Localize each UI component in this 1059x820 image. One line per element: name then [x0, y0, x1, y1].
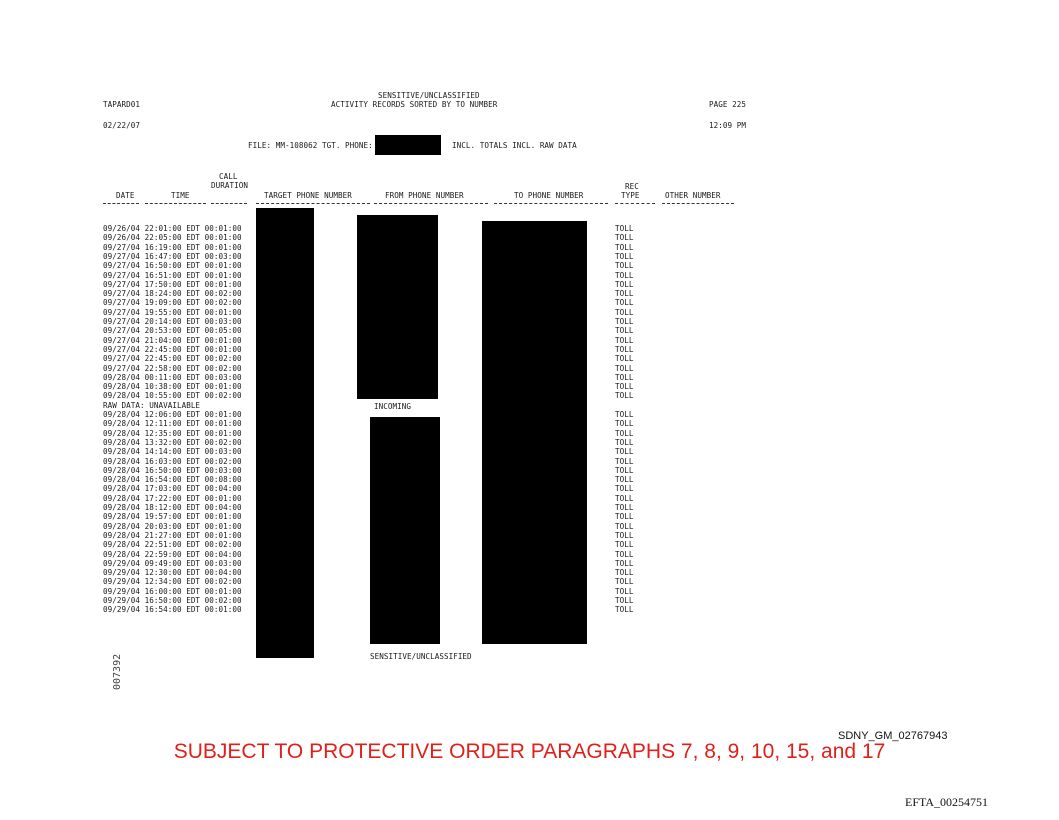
- record-row: 09/27/04 19:55:00 EDT 00:01:00: [103, 308, 242, 317]
- record-type: TOLL: [615, 559, 634, 568]
- record-type: TOLL: [615, 568, 634, 577]
- record-row: 09/28/04 12:35:00 EDT 00:01:00: [103, 429, 242, 438]
- record-row: 09/27/04 20:53:00 EDT 00:05:00: [103, 326, 242, 335]
- record-type: TOLL: [615, 317, 634, 326]
- col-type: TYPE: [621, 191, 640, 200]
- record-type: TOLL: [615, 391, 634, 400]
- record-type: TOLL: [615, 550, 634, 559]
- col-duration: DURATION: [211, 181, 248, 190]
- record-row: 09/28/04 22:59:00 EDT 00:04:00: [103, 550, 242, 559]
- efta-number: EFTA_00254751: [905, 795, 989, 809]
- rule-other: [662, 203, 734, 204]
- record-row: 09/27/04 22:58:00 EDT 00:02:00: [103, 364, 242, 373]
- record-row: 09/28/04 17:22:00 EDT 00:01:00: [103, 494, 242, 503]
- record-type: TOLL: [615, 429, 634, 438]
- record-type: TOLL: [615, 605, 634, 614]
- record-row: 09/28/04 13:32:00 EDT 00:02:00: [103, 438, 242, 447]
- record-row: 09/28/04 14:14:00 EDT 00:03:00: [103, 447, 242, 456]
- protective-order-notice: SUBJECT TO PROTECTIVE ORDER PARAGRAPHS 7, 8, 9, 10, 15, and 17: [173, 740, 886, 763]
- record-row: 09/28/04 10:55:00 EDT 00:02:00: [103, 391, 242, 400]
- classification-bottom: SENSITIVE/UNCLASSIFIED: [370, 652, 472, 661]
- record-row: 09/29/04 16:54:00 EDT 00:01:00: [103, 605, 242, 614]
- record-type: TOLL: [615, 475, 634, 484]
- record-type: TOLL: [615, 587, 634, 596]
- rule-to: [494, 203, 608, 204]
- record-type: TOLL: [615, 438, 634, 447]
- record-row: 09/27/04 16:47:00 EDT 00:03:00: [103, 252, 242, 261]
- record-row: 09/27/04 20:14:00 EDT 00:03:00: [103, 317, 242, 326]
- record-type: TOLL: [615, 261, 634, 270]
- rule-duration: [211, 203, 247, 204]
- record-row: 09/29/04 16:50:00 EDT 00:02:00: [103, 596, 242, 605]
- file-line-suffix: INCL. TOTALS INCL. RAW DATA: [452, 141, 577, 150]
- bates-number: SDNY_GM_02767943: [838, 730, 948, 742]
- record-row: 09/27/04 16:51:00 EDT 00:01:00: [103, 271, 242, 280]
- record-type: TOLL: [615, 522, 634, 531]
- record-type: TOLL: [615, 577, 634, 586]
- record-row: 09/28/04 16:03:00 EDT 00:02:00: [103, 457, 242, 466]
- record-type: TOLL: [615, 503, 634, 512]
- record-row: 09/28/04 12:11:00 EDT 00:01:00: [103, 419, 242, 428]
- record-type: TOLL: [615, 457, 634, 466]
- record-row: 09/27/04 22:45:00 EDT 00:02:00: [103, 354, 242, 363]
- record-type: TOLL: [615, 326, 634, 335]
- report-date: 02/22/07: [103, 121, 140, 130]
- record-type: TOLL: [615, 308, 634, 317]
- classification-top: SENSITIVE/UNCLASSIFIED: [378, 91, 480, 100]
- redacted-from-column-upper: [357, 215, 438, 399]
- record-type: TOLL: [615, 494, 634, 503]
- file-line-prefix: FILE: MM-108062 TGT. PHONE:: [248, 141, 373, 150]
- record-type: TOLL: [615, 512, 634, 521]
- col-target-phone: TARGET PHONE NUMBER: [264, 191, 352, 200]
- record-type: TOLL: [615, 382, 634, 391]
- record-type: TOLL: [615, 336, 634, 345]
- record-row: RAW DATA: UNAVAILABLE: [103, 401, 201, 410]
- report-title: ACTIVITY RECORDS SORTED BY TO NUMBER: [331, 100, 498, 109]
- col-call: CALL: [219, 172, 238, 181]
- record-row: 09/28/04 17:03:00 EDT 00:04:00: [103, 484, 242, 493]
- col-date: DATE: [116, 191, 135, 200]
- redacted-to-column: [482, 221, 587, 644]
- record-row: 09/27/04 19:09:00 EDT 00:02:00: [103, 298, 242, 307]
- record-type: TOLL: [615, 419, 634, 428]
- redacted-target-column: [256, 208, 314, 658]
- incoming-label: INCOMING: [374, 402, 411, 411]
- record-row: 09/27/04 22:45:00 EDT 00:01:00: [103, 345, 242, 354]
- record-row: 09/28/04 10:38:00 EDT 00:01:00: [103, 382, 242, 391]
- record-row: 09/28/04 16:50:00 EDT 00:03:00: [103, 466, 242, 475]
- record-row: 09/29/04 12:34:00 EDT 00:02:00: [103, 577, 242, 586]
- report-time: 12:09 PM: [709, 121, 746, 130]
- record-row: 09/27/04 17:50:00 EDT 00:01:00: [103, 280, 242, 289]
- record-type: TOLL: [615, 447, 634, 456]
- record-row: 09/28/04 19:57:00 EDT 00:01:00: [103, 512, 242, 521]
- record-row: 09/29/04 12:30:00 EDT 00:04:00: [103, 568, 242, 577]
- rule-from: [374, 203, 488, 204]
- record-type: TOLL: [615, 271, 634, 280]
- record-row: 09/26/04 22:05:00 EDT 00:01:00: [103, 233, 242, 242]
- record-type: TOLL: [615, 373, 634, 382]
- redacted-target-phone: [375, 135, 441, 155]
- record-type: TOLL: [615, 354, 634, 363]
- record-row: 09/28/04 18:12:00 EDT 00:04:00: [103, 503, 242, 512]
- record-row: 09/27/04 16:19:00 EDT 00:01:00: [103, 243, 242, 252]
- record-type: TOLL: [615, 298, 634, 307]
- record-row: 09/28/04 16:54:00 EDT 00:08:00: [103, 475, 242, 484]
- record-type: TOLL: [615, 531, 634, 540]
- record-row: 09/28/04 22:51:00 EDT 00:02:00: [103, 540, 242, 549]
- record-type: TOLL: [615, 596, 634, 605]
- record-type: TOLL: [615, 252, 634, 261]
- record-type: TOLL: [615, 280, 634, 289]
- col-time: TIME: [171, 191, 190, 200]
- rule-time: [145, 203, 206, 204]
- record-row: 09/28/04 21:27:00 EDT 00:01:00: [103, 531, 242, 540]
- rule-rec-type: [615, 203, 655, 204]
- page-number: PAGE 225: [709, 100, 746, 109]
- rule-date: [103, 203, 139, 204]
- record-row: 09/26/04 22:01:00 EDT 00:01:00: [103, 224, 242, 233]
- col-rec: REC: [625, 182, 639, 191]
- record-type: TOLL: [615, 540, 634, 549]
- system-id: TAPARD01: [103, 100, 140, 109]
- record-row: 09/27/04 21:04:00 EDT 00:01:00: [103, 336, 242, 345]
- col-from-phone: FROM PHONE NUMBER: [385, 191, 464, 200]
- record-type: TOLL: [615, 364, 634, 373]
- redacted-from-column-lower: [370, 417, 440, 644]
- col-to-phone: TO PHONE NUMBER: [514, 191, 584, 200]
- record-type: TOLL: [615, 345, 634, 354]
- record-row: 09/28/04 00:11:00 EDT 00:03:00: [103, 373, 242, 382]
- record-type: TOLL: [615, 410, 634, 419]
- record-type: TOLL: [615, 233, 634, 242]
- record-row: 09/28/04 20:03:00 EDT 00:01:00: [103, 522, 242, 531]
- record-row: 09/29/04 09:49:00 EDT 00:03:00: [103, 559, 242, 568]
- record-type: TOLL: [615, 224, 634, 233]
- record-type: TOLL: [615, 289, 634, 298]
- margin-stamp: 007392: [112, 653, 123, 690]
- record-row: 09/28/04 12:06:00 EDT 00:01:00: [103, 410, 242, 419]
- record-type: TOLL: [615, 484, 634, 493]
- record-row: 09/27/04 18:24:00 EDT 00:02:00: [103, 289, 242, 298]
- record-type: TOLL: [615, 243, 634, 252]
- rule-target: [256, 203, 370, 204]
- record-row: 09/27/04 16:50:00 EDT 00:01:00: [103, 261, 242, 270]
- record-row: 09/29/04 16:00:00 EDT 00:01:00: [103, 587, 242, 596]
- col-other-number: OTHER NUMBER: [665, 191, 721, 200]
- record-type: TOLL: [615, 466, 634, 475]
